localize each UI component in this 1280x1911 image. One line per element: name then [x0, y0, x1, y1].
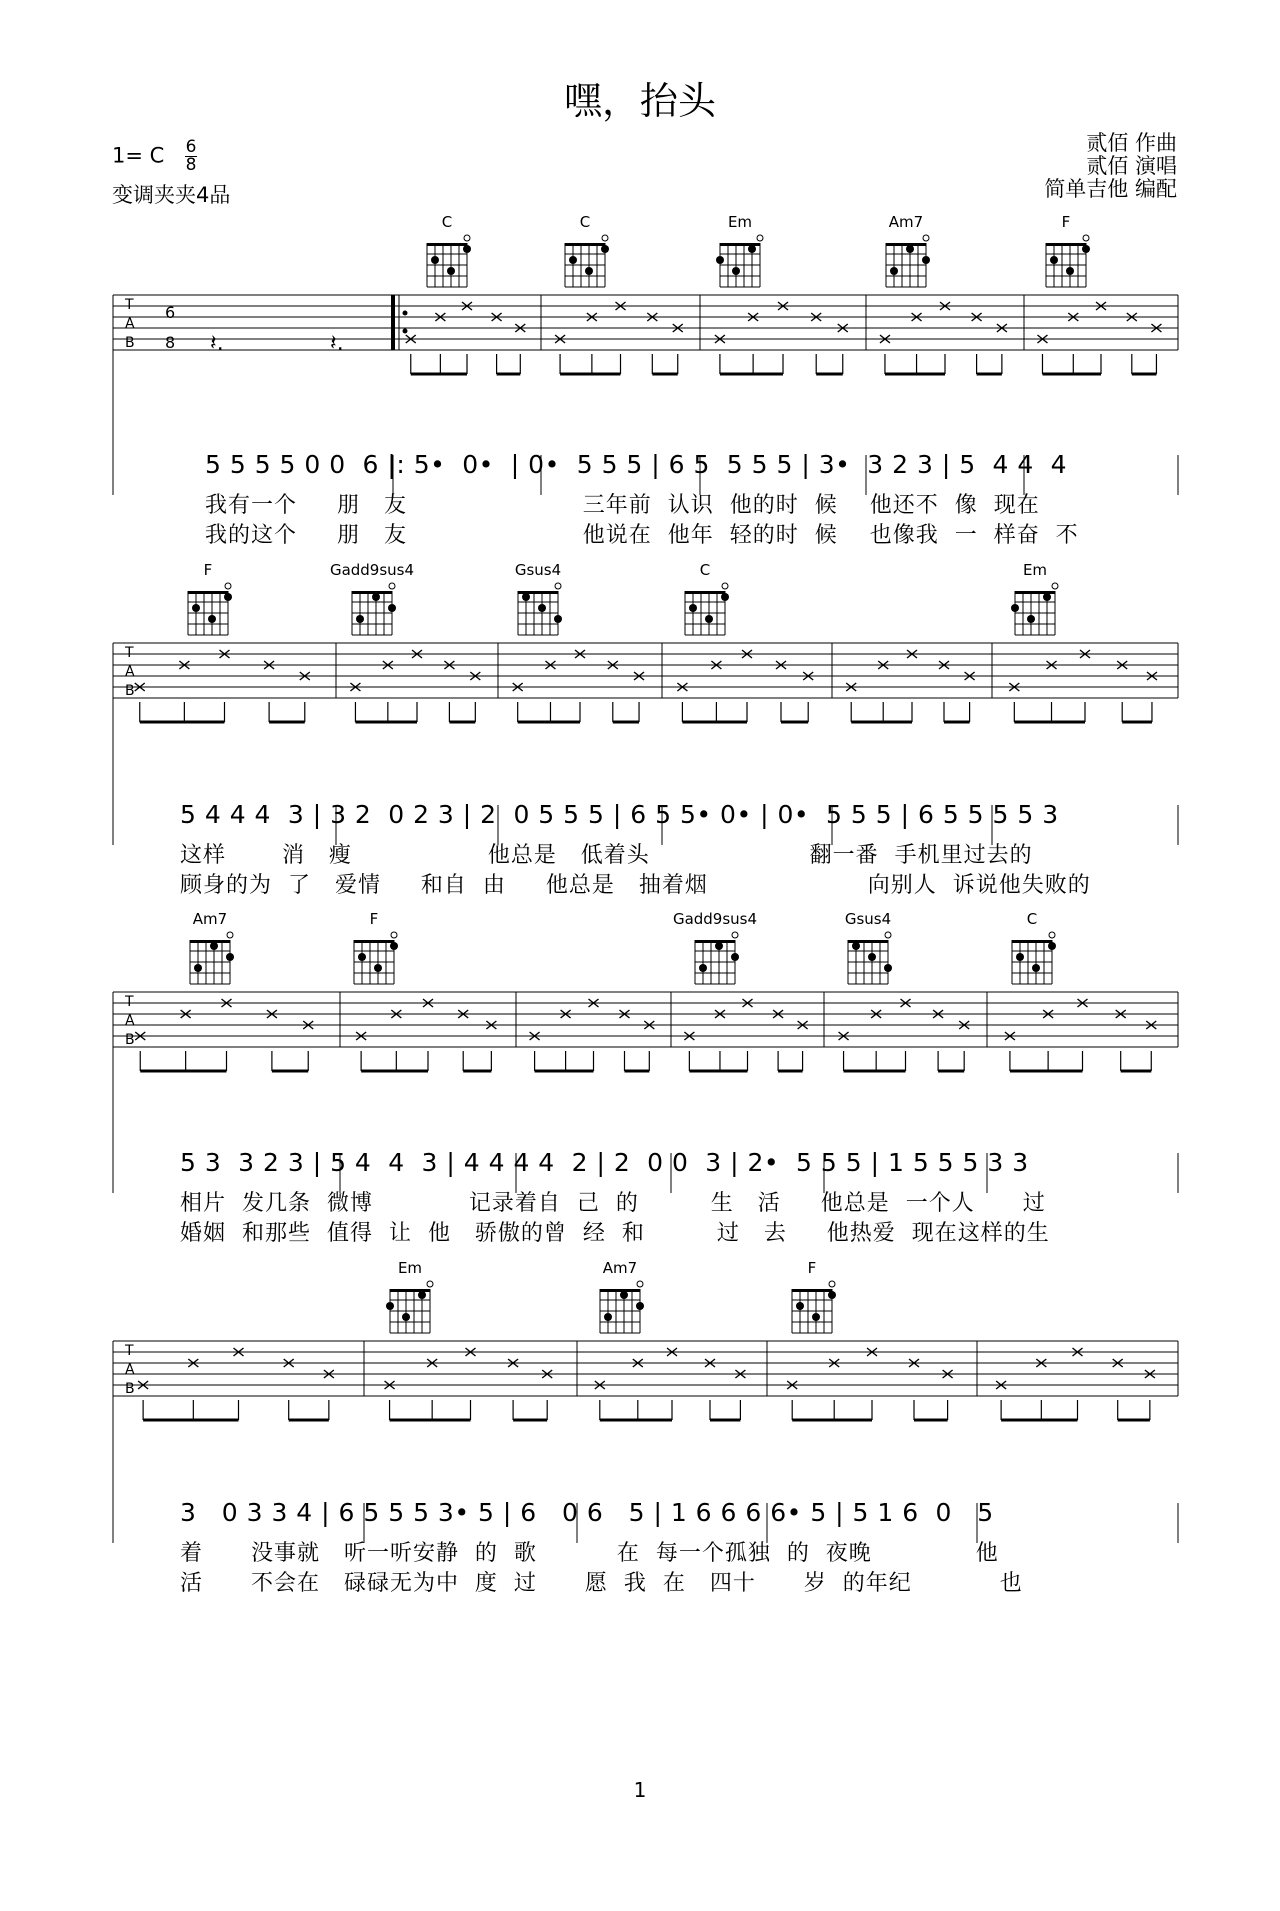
- chord-finger-dot: [721, 593, 729, 601]
- tab-clef-letter: A: [125, 1362, 135, 1378]
- chord-finger-dot: [1027, 615, 1035, 623]
- chord-finger-dot: [224, 593, 232, 601]
- chord-name-label: Gadd9sus4: [672, 910, 758, 928]
- rest-symbol: 𝄽.: [330, 331, 344, 356]
- chord-finger-dot: [1032, 964, 1040, 972]
- chord-finger-dot: [194, 964, 202, 972]
- tab-clef-letter: T: [125, 1343, 134, 1359]
- lyrics-verse-2: 婚姻 和那些 值得 让 他 骄傲的曾 经 和 过 去 他热爱 现在这样的生: [180, 1221, 1050, 1246]
- chord-finger-dot: [1082, 245, 1090, 253]
- chord-nut: [188, 591, 228, 594]
- chord-open-string: [829, 1281, 835, 1287]
- chord-finger-dot: [522, 593, 530, 601]
- chord-finger-dot: [906, 245, 914, 253]
- composer-credit: 贰佰 作曲: [1086, 131, 1177, 155]
- chord-nut: [565, 243, 605, 246]
- tab-clef-letter: A: [125, 664, 135, 680]
- chord-finger-dot: [620, 1291, 628, 1299]
- singer-credit: 贰佰 演唱: [1086, 154, 1177, 178]
- chord-finger-dot: [402, 1313, 410, 1321]
- lyrics-verse-1: 相片 发几条 微博 记录着自 己 的 生 活 他总是 一个人 过: [180, 1191, 1046, 1216]
- chord-finger-dot: [554, 615, 562, 623]
- chord-finger-dot: [1016, 953, 1024, 961]
- lyrics-verse-2: 活 不会在 碌碌无为中 度 过 愿 我 在 四十 岁 的年纪 也: [180, 1571, 1023, 1596]
- chord-finger-dot: [604, 1313, 612, 1321]
- chord-finger-dot: [538, 604, 546, 612]
- chord-nut: [886, 243, 926, 246]
- chord-open-string: [923, 235, 929, 241]
- tab-clef-letter: T: [125, 645, 134, 661]
- chord-finger-dot: [1066, 267, 1074, 275]
- chord-open-string: [732, 932, 738, 938]
- chord-name-label: C: [579, 213, 591, 231]
- tab-clef-letter: A: [125, 316, 135, 332]
- chord-name-label: Em: [1022, 561, 1048, 579]
- chord-finger-dot: [226, 953, 234, 961]
- chord-finger-dot: [748, 245, 756, 253]
- chord-finger-dot: [463, 245, 471, 253]
- numbered-notation-row: 3 0 3 3 4 | 6 5 5 5 3• 5 | 6 0 6 5 | 1 6 6 6 6• 5 | 5 1 6 0 5: [180, 1498, 994, 1527]
- chord-finger-dot: [208, 615, 216, 623]
- chord-finger-dot: [374, 964, 382, 972]
- chord-finger-dot: [705, 615, 713, 623]
- page-number: 1: [633, 1778, 647, 1802]
- chord-finger-dot: [601, 245, 609, 253]
- lyrics-verse-1: 这样 消 瘦 他总是 低着头 翻一番 手机里过去的: [180, 843, 1033, 868]
- tab-clef-letter: T: [125, 994, 134, 1010]
- chord-name-label: Gadd9sus4: [329, 561, 415, 579]
- chord-finger-dot: [388, 604, 396, 612]
- chord-open-string: [427, 1281, 433, 1287]
- chord-name-label: C: [699, 561, 711, 579]
- numbered-notation-row: 5 4 4 4 3 | 3 2 0 2 3 | 2 0 5 5 5 | 6 5 5• 0• | 0• 5 5 5 | 6 5 5 5 5 3: [180, 800, 1059, 829]
- chord-name-label: F: [203, 561, 213, 579]
- time-signature: $\frac{6}{8}$: [185, 137, 197, 175]
- tab-clef-letter: T: [125, 297, 134, 313]
- tab-clef-letter: B: [125, 335, 135, 351]
- lyrics-verse-2: 顾身的为 了 爱情 和自 由 他总是 抽着烟 向别人 诉说他失败的: [180, 873, 1091, 898]
- tab-clef-letter: B: [125, 683, 135, 699]
- chord-finger-dot: [390, 942, 398, 950]
- chord-finger-dot: [715, 942, 723, 950]
- chord-nut: [1012, 940, 1052, 943]
- chord-open-string: [602, 235, 608, 241]
- chord-finger-dot: [192, 604, 200, 612]
- chord-name-label: C: [441, 213, 453, 231]
- chord-name-label: Gsus4: [514, 561, 562, 579]
- chord-open-string: [391, 932, 397, 938]
- chord-name-label: Em: [397, 1259, 423, 1277]
- chord-finger-dot: [699, 964, 707, 972]
- chord-nut: [1046, 243, 1086, 246]
- chord-name-label: Am7: [602, 1259, 638, 1277]
- chord-finger-dot: [796, 1302, 804, 1310]
- song-title: 嘿，抬头: [563, 79, 716, 123]
- chord-open-string: [722, 583, 728, 589]
- tab-clef-letter: B: [125, 1032, 135, 1048]
- tab-clef-letter: B: [125, 1381, 135, 1397]
- chord-finger-dot: [386, 1302, 394, 1310]
- capo-note: 变调夹夹4品: [112, 183, 231, 207]
- chord-finger-dot: [1048, 942, 1056, 950]
- chord-finger-dot: [1043, 593, 1051, 601]
- chord-open-string: [1049, 932, 1055, 938]
- key-label: 1= C: [112, 143, 165, 168]
- chord-open-string: [225, 583, 231, 589]
- tab-time-sig: 6: [165, 303, 176, 322]
- chord-nut: [352, 591, 392, 594]
- chord-finger-dot: [922, 256, 930, 264]
- chord-finger-dot: [1050, 256, 1058, 264]
- chord-name-label: C: [1026, 910, 1038, 928]
- chord-nut: [685, 591, 725, 594]
- arranger-credit: 简单吉他 编配: [1044, 177, 1177, 201]
- chord-nut: [427, 243, 467, 246]
- chord-finger-dot: [636, 1302, 644, 1310]
- chord-finger-dot: [890, 267, 898, 275]
- chord-open-string: [637, 1281, 643, 1287]
- numbered-notation-row: 5 5 5 5 0 0 6 |: 5• 0• | 0• 5 5 5 | 6 5 5 5 5 | 3• 3 2 3 | 5 4 4 4: [205, 450, 1068, 479]
- chord-finger-dot: [812, 1313, 820, 1321]
- chord-finger-dot: [689, 604, 697, 612]
- lyrics-verse-1: 我有一个 朋 友 三年前 认识 他的时 候 他还不 像 现在: [205, 493, 1040, 518]
- chord-name-label: Am7: [192, 910, 228, 928]
- chord-finger-dot: [852, 942, 860, 950]
- chord-name-label: Am7: [888, 213, 924, 231]
- chord-finger-dot: [828, 1291, 836, 1299]
- chord-name-label: Gsus4: [844, 910, 892, 928]
- chord-name-label: F: [1061, 213, 1071, 231]
- chord-finger-dot: [418, 1291, 426, 1299]
- chord-open-string: [1052, 583, 1058, 589]
- numbered-notation-row: 5 3 3 2 3 | 5 4 4 3 | 4 4 4 4 2 | 2 0 0 3 | 2• 5 5 5 | 1 5 5 5 3 3: [180, 1148, 1029, 1177]
- chord-open-string: [389, 583, 395, 589]
- chord-name-label: Em: [727, 213, 753, 231]
- chord-finger-dot: [1011, 604, 1019, 612]
- chord-open-string: [227, 932, 233, 938]
- chord-nut: [190, 940, 230, 943]
- chord-finger-dot: [569, 256, 577, 264]
- chord-finger-dot: [431, 256, 439, 264]
- chord-open-string: [885, 932, 891, 938]
- chord-name-label: F: [369, 910, 379, 928]
- chord-finger-dot: [884, 964, 892, 972]
- chord-open-string: [757, 235, 763, 241]
- chord-finger-dot: [732, 267, 740, 275]
- chord-open-string: [1083, 235, 1089, 241]
- chord-nut: [354, 940, 394, 943]
- tab-clef-letter: A: [125, 1013, 135, 1029]
- rest-symbol: 𝄽.: [210, 331, 224, 356]
- chord-finger-dot: [868, 953, 876, 961]
- repeat-dot: [403, 311, 408, 316]
- chord-finger-dot: [731, 953, 739, 961]
- lyrics-verse-2: 我的这个 朋 友 他说在 他年 轻的时 候 也像我 一 样奋 不: [205, 523, 1079, 548]
- repeat-dot: [403, 329, 408, 334]
- chord-finger-dot: [372, 593, 380, 601]
- tab-time-sig: 8: [165, 333, 176, 352]
- chord-open-string: [464, 235, 470, 241]
- chord-name-label: F: [807, 1259, 817, 1277]
- chord-finger-dot: [716, 256, 724, 264]
- chord-finger-dot: [358, 953, 366, 961]
- chord-nut: [695, 940, 735, 943]
- chord-finger-dot: [210, 942, 218, 950]
- chord-nut: [792, 1289, 832, 1292]
- chord-finger-dot: [356, 615, 364, 623]
- chord-open-string: [555, 583, 561, 589]
- lyrics-verse-1: 着 没事就 听一听安静 的 歌 在 每一个孤独 的 夜晚 他: [180, 1541, 999, 1566]
- chord-finger-dot: [585, 267, 593, 275]
- chord-finger-dot: [447, 267, 455, 275]
- chord-nut: [600, 1289, 640, 1292]
